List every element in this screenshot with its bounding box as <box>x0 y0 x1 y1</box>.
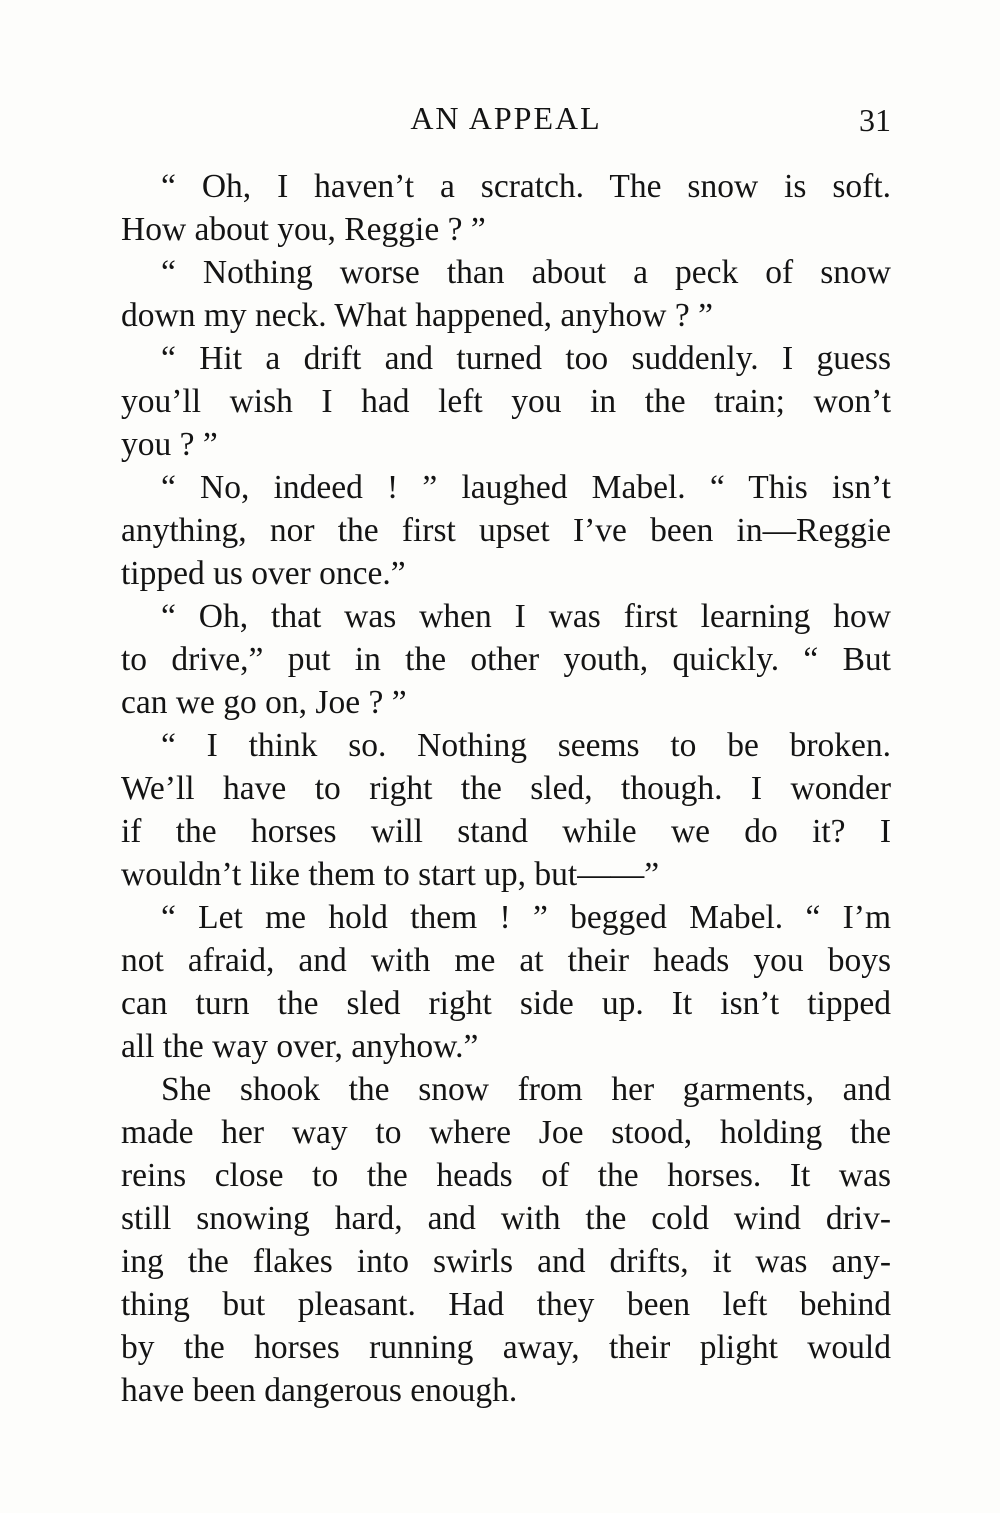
body-text <box>121 165 891 1412</box>
text-line: have been dangerous enough. <box>121 1372 518 1409</box>
paragraph <box>121 165 891 251</box>
text-line: “ No, indeed ! ” laughed Mabel. “ This isn’t <box>161 469 891 506</box>
text-line: made her way to where Joe stood, holding the <box>121 1114 891 1151</box>
text-line: you ? ” <box>121 426 218 463</box>
text-line: “ Oh, I haven’t a scratch. The snow is soft. <box>161 168 891 205</box>
paragraph <box>121 896 891 1068</box>
paragraph <box>121 337 891 466</box>
text-line: “ Hit a drift and turned too suddenly. I guess <box>161 340 891 377</box>
text-line: thing but pleasant. Had they been left behind <box>121 1286 891 1323</box>
text-line: How about you, Reggie ? ” <box>121 211 486 248</box>
text-line: “ Nothing worse than about a peck of snow <box>161 254 891 291</box>
paragraph <box>121 251 891 337</box>
text-line: still snowing hard, and with the cold wind driv- <box>121 1200 891 1237</box>
text-line: “ Oh, that was when I was first learning how <box>161 598 891 635</box>
text-line: “ I think so. Nothing seems to be broken. <box>161 727 891 764</box>
text-line: by the horses running away, their plight would <box>121 1329 891 1366</box>
text-line: “ Let me hold them ! ” begged Mabel. “ I’m <box>161 899 891 936</box>
text-line: reins close to the heads of the horses. It was <box>121 1157 891 1194</box>
paragraph <box>121 466 891 595</box>
text-line: ing the flakes into swirls and drifts, it was any- <box>121 1243 891 1280</box>
text-line: can we go on, Joe ? ” <box>121 684 407 721</box>
text-line: down my neck. What happened, anyhow ? ” <box>121 297 713 334</box>
paragraph <box>121 595 891 724</box>
text-line: all the way over, anyhow.” <box>121 1028 479 1065</box>
page-number: 31 <box>859 102 891 138</box>
text-line: if the horses will stand while we do it? I <box>121 813 891 850</box>
running-title: AN APPEAL <box>410 100 602 136</box>
paragraph <box>121 1068 891 1412</box>
text-line: you’ll wish I had left you in the train; won’t <box>121 383 891 420</box>
text-line: She shook the snow from her garments, and <box>161 1071 891 1108</box>
text-line: not afraid, and with me at their heads you boys <box>121 942 891 979</box>
text-line: to drive,” put in the other youth, quickly. “ But <box>121 641 891 678</box>
text-line: We’ll have to right the sled, though. I wonder <box>121 770 891 807</box>
text-line: can turn the sled right side up. It isn’t tipped <box>121 985 891 1022</box>
text-line: anything, nor the first upset I’ve been in—Reggie <box>121 512 891 549</box>
text-line: wouldn’t like them to start up, but——” <box>121 856 660 893</box>
running-head <box>121 100 891 140</box>
paragraph <box>121 724 891 896</box>
text-line: tipped us over once.” <box>121 555 406 592</box>
